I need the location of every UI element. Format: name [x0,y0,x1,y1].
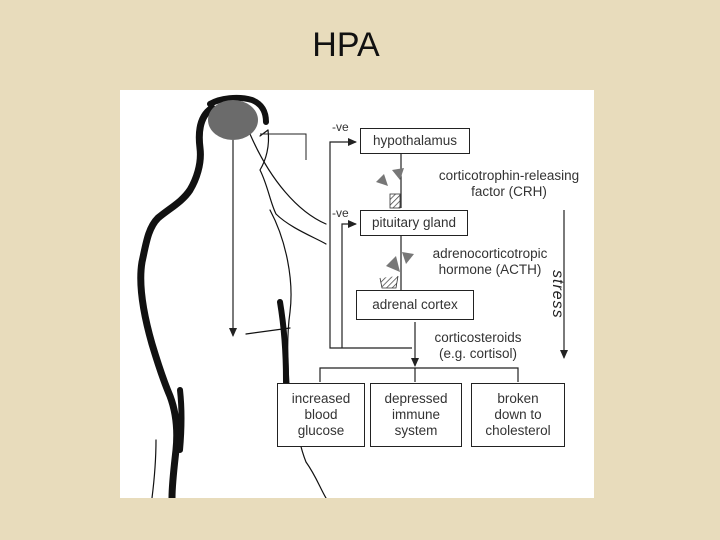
brain-spot [208,100,258,140]
acth-molecules [380,252,414,288]
immune-system-box: depressed immune system [370,383,462,447]
cholesterol-box: broken down to cholesterol [471,383,565,447]
negative-feedback-label-1: -ve [332,120,349,134]
slide-title: HPA [312,26,380,64]
hypothalamus-box: hypothalamus [360,128,470,154]
pituitary-gland-box: pituitary gland [360,210,468,236]
crh-molecules [376,168,404,208]
acth-label: adrenocorticotropic hormone (ACTH) [432,246,548,277]
negative-feedback-label-2: -ve [332,206,349,220]
adrenal-cortex-box: adrenal cortex [356,290,474,320]
stress-label: stress [549,270,566,319]
corticosteroids-label: corticosteroids (e.g. cortisol) [434,330,522,361]
crh-label: corticotrophin-releasing factor (CRH) [438,168,580,199]
hpa-diagram [120,90,594,498]
blood-glucose-box: increased blood glucose [277,383,365,447]
